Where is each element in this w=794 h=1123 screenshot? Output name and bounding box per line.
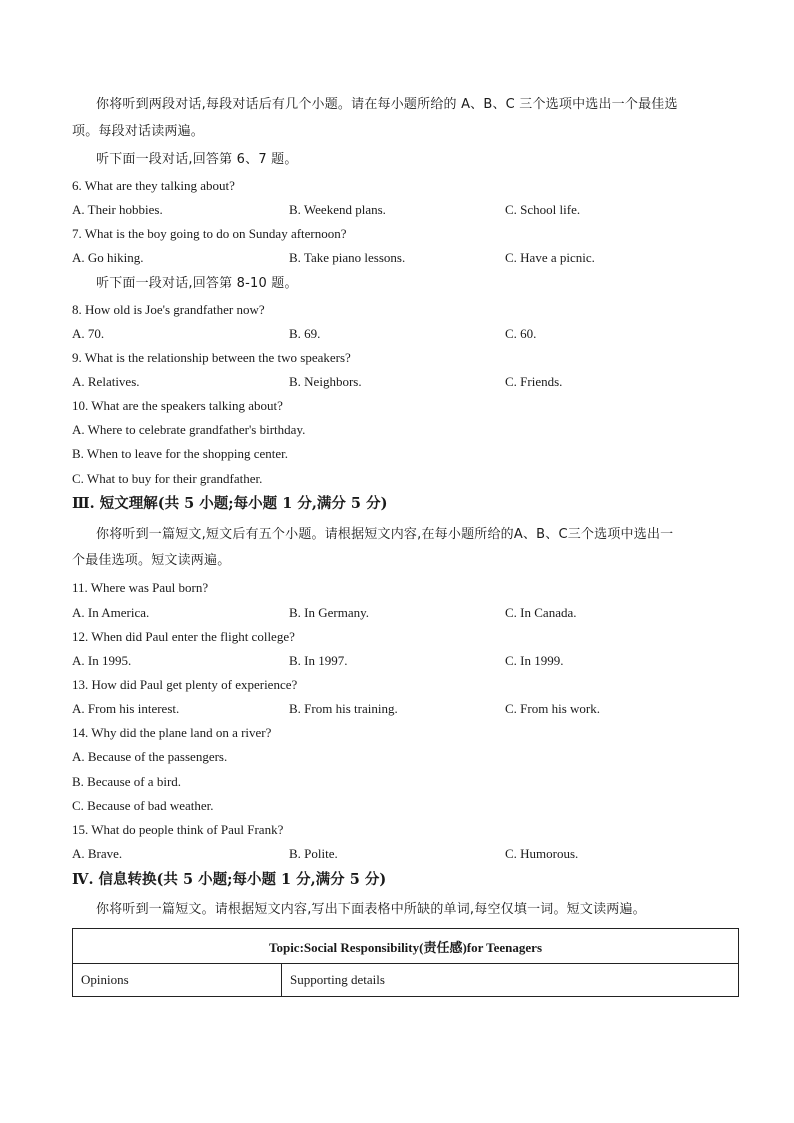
question-6-option-c: C. School life.	[505, 202, 581, 217]
question-10-option-b: B. When to leave for the shopping center.	[72, 446, 289, 461]
question-10-option-c: C. What to buy for their grandfather.	[72, 471, 263, 486]
information-table	[72, 928, 739, 997]
question-9-option-a: A. Relatives.	[72, 374, 140, 389]
question-14: 14. Why did the plane land on a river?	[72, 725, 272, 740]
section-3-instruction-line1: 你将听到一篇短文,短文后有五个小题。请根据短文内容,在每小题所给的A、B、C三个选项中选出一	[96, 527, 674, 542]
question-14-option-b: B. Because of a bird.	[72, 774, 182, 789]
question-8-option-c: C. 60.	[505, 326, 537, 341]
question-15: 15. What do people think of Paul Frank?	[72, 822, 284, 837]
question-9-option-c: C. Friends.	[505, 374, 563, 389]
question-7-option-c: C. Have a picnic.	[505, 250, 595, 265]
question-9: 9. What is the relationship between the two speakers?	[72, 350, 351, 365]
question-12-option-a: A. In 1995.	[72, 653, 132, 668]
question-15-option-b: B. Polite.	[289, 846, 338, 861]
question-6: 6. What are they talking about?	[72, 178, 235, 193]
section-4-heading: Ⅳ. 信息转换(共 5 小题;每小题 1 分,满分 5 分)	[72, 871, 387, 888]
question-12-option-c: C. In 1999.	[505, 653, 564, 668]
question-14-option-c: C. Because of bad weather.	[72, 798, 214, 813]
question-9-option-b: B. Neighbors.	[289, 374, 362, 389]
section-3-instruction-line2: 个最佳选项。短文读两遍。	[72, 553, 231, 568]
question-10: 10. What are the speakers talking about?	[72, 398, 283, 413]
table-header-opinions: Opinions	[73, 964, 282, 997]
question-12-option-b: B. In 1997.	[289, 653, 348, 668]
question-11: 11. Where was Paul born?	[72, 580, 209, 595]
question-13-option-c: C. From his work.	[505, 701, 600, 716]
table-topic: Topic:Social Responsibility(责任感)for Teenagers	[73, 929, 739, 964]
question-11-option-b: B. In Germany.	[289, 605, 370, 620]
question-15-option-a: A. Brave.	[72, 846, 123, 861]
question-7-option-b: B. Take piano lessons.	[289, 250, 406, 265]
section-4-instruction: 你将听到一篇短文。请根据短文内容,写出下面表格中所缺的单词,每空仅填一词。短文读两遍。	[96, 902, 646, 917]
question-6-option-b: B. Weekend plans.	[289, 202, 386, 217]
question-7-option-a: A. Go hiking.	[72, 250, 144, 265]
question-6-option-a: A. Their hobbies.	[72, 202, 163, 217]
question-14-option-a: A. Because of the passengers.	[72, 749, 228, 764]
question-8: 8. How old is Joe's grandfather now?	[72, 302, 265, 317]
listening-instruction-line1: 你将听到两段对话,每段对话后有几个小题。请在每小题所给的 A、B、C 三个选项中选出一个最佳选	[96, 97, 678, 112]
question-11-option-a: A. In America.	[72, 605, 150, 620]
question-13-option-a: A. From his interest.	[72, 701, 180, 716]
question-8-option-a: A. 70.	[72, 326, 105, 341]
question-12: 12. When did Paul enter the flight college?	[72, 629, 295, 644]
table-header-supporting-details: Supporting details	[282, 964, 739, 997]
question-10-option-a: A. Where to celebrate grandfather's birthday.	[72, 422, 306, 437]
question-13: 13. How did Paul get plenty of experience?	[72, 677, 298, 692]
question-15-option-c: C. Humorous.	[505, 846, 579, 861]
dialog-instruction-2: 听下面一段对话,回答第 8-10 题。	[96, 276, 298, 291]
question-7: 7. What is the boy going to do on Sunday afternoon?	[72, 226, 347, 241]
section-3-heading: Ⅲ. 短文理解(共 5 小题;每小题 1 分,满分 5 分)	[72, 495, 388, 512]
listening-instruction-line2: 项。每段对话读两遍。	[72, 124, 205, 139]
question-11-option-c: C. In Canada.	[505, 605, 577, 620]
question-8-option-b: B. 69.	[289, 326, 321, 341]
question-13-option-b: B. From his training.	[289, 701, 398, 716]
dialog-instruction-1: 听下面一段对话,回答第 6、7 题。	[96, 152, 298, 167]
